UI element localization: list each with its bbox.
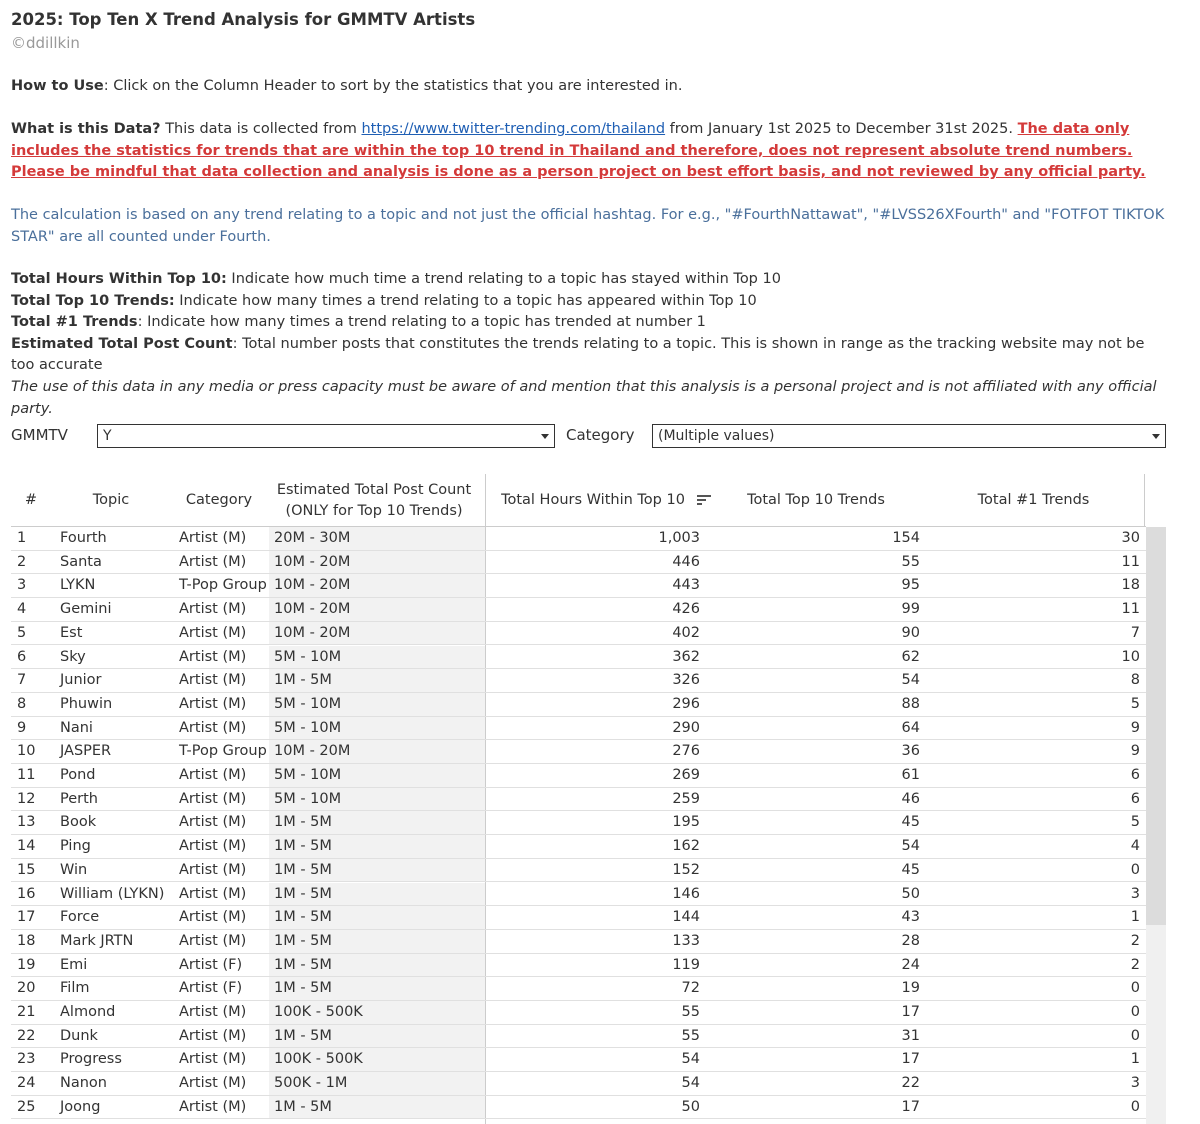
cell-rank: 15 <box>17 861 36 878</box>
cell-topic: Mark JRTN <box>60 932 134 949</box>
cell-hours: 54 <box>681 1075 700 1092</box>
column-header-topic[interactable]: Topic <box>92 492 130 508</box>
cell-trends: 46 <box>901 790 920 807</box>
cell-hours: 426 <box>672 601 700 618</box>
cell-hours: 72 <box>681 980 700 997</box>
table-row[interactable] <box>11 906 1146 930</box>
cell-rank: 13 <box>17 814 36 831</box>
cell-posts: 5M - 10M <box>269 646 485 670</box>
cell-category: Artist (M) <box>179 624 247 641</box>
cell-hours: 55 <box>681 1004 700 1020</box>
cell-category: Artist (M) <box>179 767 247 783</box>
how-to-use <box>11 76 1171 98</box>
cell-category: Artist (M) <box>179 1098 247 1115</box>
cell-trends: 17 <box>901 1004 920 1020</box>
cell-trends: 19 <box>901 980 920 997</box>
cell-posts: 5M - 10M <box>269 693 485 717</box>
column-divider-right <box>1144 474 1145 526</box>
cell-rank: 25 <box>17 1098 36 1115</box>
what-is-data-text-1: This data is collected from <box>160 121 362 137</box>
cell-category: Artist (M) <box>179 932 247 949</box>
cell-first: 5 <box>1130 814 1140 831</box>
cell-first: 0 <box>1130 980 1140 997</box>
cell-trends: 54 <box>901 672 920 689</box>
cell-trends: 54 <box>901 838 920 855</box>
disclaimer: The use of this data in any media or press capacity must be aware of and mention that this analysis is a personal project and is not affiliated with any official party. <box>11 379 1157 417</box>
cell-first: 6 <box>1130 767 1140 783</box>
cell-category: Artist (M) <box>179 672 247 689</box>
cell-posts: 1M - 5M <box>269 835 485 859</box>
cell-posts: 1M - 5M <box>269 954 485 978</box>
cell-first: 10 <box>1121 648 1140 665</box>
cell-hours: 296 <box>672 695 700 712</box>
cell-posts: 1M - 5M <box>269 883 485 907</box>
cell-topic: Film <box>60 980 90 997</box>
cell-category: Artist (M) <box>179 601 247 618</box>
cell-hours: 54 <box>681 1051 700 1068</box>
cell-posts: 1M - 5M <box>269 930 485 954</box>
column-header-hours-label: Total Hours Within Top 10 <box>501 492 685 508</box>
cell-rank: 1 <box>17 530 27 546</box>
cell-hours: 162 <box>672 838 700 855</box>
cell-rank: 16 <box>17 885 36 902</box>
table-row[interactable] <box>11 1048 1146 1072</box>
cell-first: 9 <box>1130 743 1140 760</box>
cell-category: Artist (M) <box>179 1004 247 1020</box>
definition-hours-label: Total Hours Within Top 10: <box>11 271 227 287</box>
cell-topic: Gemini <box>60 601 112 618</box>
cell-trends: 45 <box>901 861 920 878</box>
cell-rank: 7 <box>17 672 27 689</box>
cell-rank: 18 <box>17 932 36 949</box>
what-is-data-label: What is this Data? <box>11 121 161 137</box>
table-row[interactable] <box>11 551 1146 575</box>
cell-topic: Joong <box>60 1098 101 1115</box>
cell-first: 11 <box>1121 601 1140 618</box>
cell-topic: Junior <box>60 672 102 689</box>
cell-posts: 1M - 5M <box>269 1025 485 1049</box>
cell-hours: 50 <box>681 1098 700 1115</box>
table-row[interactable] <box>11 883 1146 907</box>
cell-first: 8 <box>1130 672 1140 689</box>
scrollbar-thumb[interactable] <box>1146 527 1166 925</box>
cell-rank: 22 <box>17 1027 36 1044</box>
column-header-posts-line2: (ONLY for Top 10 Trends) <box>285 503 463 519</box>
cell-first: 3 <box>1130 1075 1140 1092</box>
cell-rank: 14 <box>17 838 36 855</box>
cell-trends: 24 <box>901 956 920 973</box>
category-filter-dropdown[interactable] <box>652 424 1166 448</box>
cell-trends: 45 <box>901 814 920 831</box>
cell-posts: 1M - 5M <box>269 1096 485 1120</box>
definition-hours-text: Indicate how much time a trend relating to a topic has stayed within Top 10 <box>226 271 781 287</box>
cell-hours: 446 <box>672 553 700 570</box>
definition-posts <box>11 334 1171 377</box>
table-row[interactable] <box>11 717 1146 741</box>
cell-hours: 152 <box>672 861 700 878</box>
cell-rank: 8 <box>17 695 27 712</box>
cell-rank: 9 <box>17 719 27 736</box>
definitions <box>11 269 1171 377</box>
cell-first: 30 <box>1121 530 1140 546</box>
cell-hours: 55 <box>681 1027 700 1044</box>
cell-topic: Dunk <box>60 1027 98 1044</box>
sort-descending-icon[interactable] <box>697 494 711 506</box>
cell-topic: LYKN <box>60 577 96 594</box>
cell-posts: 1M - 5M <box>269 669 485 693</box>
column-header-rank[interactable]: # <box>24 492 38 508</box>
table-row[interactable] <box>11 977 1146 1001</box>
table-row[interactable] <box>11 788 1146 812</box>
cell-first: 9 <box>1130 719 1140 736</box>
definition-hours <box>11 269 1171 291</box>
page-title: 2025: Top Ten X Trend Analysis for GMMTV Artists <box>11 10 476 29</box>
table-row[interactable] <box>11 1096 1146 1120</box>
cell-rank: 5 <box>17 624 27 641</box>
cell-hours: 269 <box>672 767 700 783</box>
cell-category: Artist (M) <box>179 814 247 831</box>
column-header-hours[interactable] <box>486 474 726 526</box>
gmmtv-filter-label: GMMTV <box>11 426 68 444</box>
chevron-down-icon[interactable] <box>541 434 549 439</box>
table-row[interactable] <box>11 622 1146 646</box>
cell-trends: 50 <box>901 885 920 902</box>
table-row[interactable] <box>11 811 1146 835</box>
cell-topic: William (LYKN) <box>60 885 165 902</box>
cell-category: T-Pop Group <box>179 577 267 594</box>
cell-trends: 17 <box>901 1098 920 1115</box>
cell-category: Artist (M) <box>179 861 247 878</box>
cell-rank: 4 <box>17 601 27 618</box>
table-row[interactable] <box>11 930 1146 954</box>
cell-category: Artist (M) <box>179 648 247 665</box>
definition-first-label: Total #1 Trends <box>11 314 138 330</box>
cell-trends: 61 <box>901 767 920 783</box>
cell-topic: Almond <box>60 1004 116 1020</box>
cell-trends: 88 <box>901 695 920 712</box>
cell-rank: 20 <box>17 980 36 997</box>
cell-first: 0 <box>1130 861 1140 878</box>
cell-hours: 195 <box>672 814 700 831</box>
table-row[interactable] <box>11 1001 1146 1025</box>
cell-topic: Force <box>60 909 100 926</box>
table-row[interactable] <box>11 859 1146 883</box>
cell-first: 18 <box>1121 577 1140 594</box>
cell-topic: Nani <box>60 719 93 736</box>
definition-trends <box>11 291 1171 313</box>
cell-category: Artist (F) <box>179 980 243 997</box>
trend-table <box>11 474 1166 1124</box>
cell-category: Artist (F) <box>179 956 243 973</box>
cell-hours: 276 <box>672 743 700 760</box>
cell-rank: 6 <box>17 648 27 665</box>
table-row[interactable] <box>11 693 1146 717</box>
cell-rank: 12 <box>17 790 36 807</box>
cell-first: 2 <box>1130 932 1140 949</box>
cell-posts: 100K - 500K <box>269 1001 485 1025</box>
how-to-use-text: : Click on the Column Header to sort by the statistics that you are interested in. <box>103 78 683 94</box>
table-row[interactable] <box>11 740 1146 764</box>
cell-topic: Sky <box>60 648 86 665</box>
what-is-data <box>11 119 1171 184</box>
cell-category: Artist (M) <box>179 719 247 736</box>
cell-category: Artist (M) <box>179 530 247 546</box>
cell-first: 1 <box>1130 909 1140 926</box>
cell-rank: 2 <box>17 553 27 570</box>
cell-category: Artist (M) <box>179 885 247 902</box>
cell-category: Artist (M) <box>179 1051 247 1068</box>
cell-posts: 500K - 1M <box>269 1072 485 1096</box>
table-row[interactable] <box>11 669 1146 693</box>
cell-posts: 10M - 20M <box>269 598 485 622</box>
cell-topic: Santa <box>60 553 102 570</box>
chevron-down-icon[interactable] <box>1152 434 1160 439</box>
cell-trends: 31 <box>901 1027 920 1044</box>
cell-posts: 5M - 10M <box>269 717 485 741</box>
cell-topic: Est <box>60 624 83 641</box>
cell-posts: 1M - 5M <box>269 811 485 835</box>
cell-category: Artist (M) <box>179 838 247 855</box>
cell-topic: Perth <box>60 790 98 807</box>
cell-rank: 19 <box>17 956 36 973</box>
table-row[interactable] <box>11 1025 1146 1049</box>
definition-trends-text: Indicate how many times a trend relating to a topic has appeared within Top 10 <box>174 292 757 309</box>
cell-topic: Fourth <box>60 530 107 546</box>
column-header-posts-line1: Estimated Total Post Count <box>276 482 472 498</box>
cell-rank: 11 <box>17 767 36 783</box>
cell-topic: Ping <box>60 838 91 855</box>
cell-posts: 10M - 20M <box>269 740 485 764</box>
cell-first: 7 <box>1130 624 1140 641</box>
cell-first: 6 <box>1130 790 1140 807</box>
how-to-use-label: How to Use <box>11 78 104 94</box>
table-row[interactable] <box>11 954 1146 978</box>
cell-topic: Win <box>60 861 88 878</box>
cell-trends: 36 <box>901 743 920 760</box>
data-warning: The data only includes the statistics for trends that are within the top 10 trend in Thailand and therefore, does not represent absolute trend numbers. Please be mindful that data collection and analysis is done as a person project on best effort basis, and not reviewed by any official party. <box>11 121 1146 180</box>
cell-posts: 5M - 10M <box>269 788 485 812</box>
table-row[interactable] <box>11 598 1146 622</box>
gmmtv-filter-dropdown[interactable] <box>97 424 555 448</box>
category-filter-value: (Multiple values) <box>658 428 775 444</box>
cell-posts: 10M - 20M <box>269 622 485 646</box>
cell-topic: Progress <box>60 1051 122 1068</box>
cell-topic: Emi <box>60 956 88 973</box>
cell-first: 0 <box>1130 1004 1140 1020</box>
cell-category: Artist (M) <box>179 909 247 926</box>
cell-first: 1 <box>1130 1051 1140 1068</box>
cell-rank: 23 <box>17 1051 36 1068</box>
cell-rank: 10 <box>17 743 36 760</box>
cell-topic: Phuwin <box>60 695 113 712</box>
source-link[interactable]: https://www.twitter-trending.com/thailand <box>361 121 666 137</box>
table-row[interactable] <box>11 646 1146 670</box>
author-credit: ©ddillkin <box>11 34 80 52</box>
definition-trends-label: Total Top 10 Trends: <box>11 292 175 309</box>
cell-posts: 20M - 30M <box>269 527 485 551</box>
cell-first: 0 <box>1130 1098 1140 1115</box>
table-row[interactable] <box>11 764 1146 788</box>
row-divider <box>11 1118 1146 1119</box>
what-is-data-text-2: from January 1st 2025 to December 31st 2025. <box>665 121 1018 137</box>
cell-hours: 119 <box>672 956 700 973</box>
cell-first: 0 <box>1130 1027 1140 1044</box>
cell-trends: 17 <box>901 1051 920 1068</box>
cell-category: Artist (M) <box>179 553 247 570</box>
cell-rank: 3 <box>17 577 27 594</box>
cell-hours: 402 <box>672 624 700 641</box>
cell-category: T-Pop Group <box>179 743 267 760</box>
cell-hours: 326 <box>672 672 700 689</box>
cell-first: 2 <box>1130 956 1140 973</box>
cell-hours: 290 <box>672 719 700 736</box>
definition-first-text: : Indicate how many times a trend relating to a topic has trended at number 1 <box>137 314 706 330</box>
definition-posts-label: Estimated Total Post Count <box>11 335 233 352</box>
cell-hours: 259 <box>672 790 700 807</box>
calculation-note: The calculation is based on any trend relating to a topic and not just the official hashtag. For e.g., "#FourthNattawat", "#LVSS26XFourth" and "FOTFOT TIKTOK STAR" are all counted under Fourth. <box>11 207 1165 245</box>
column-header-category[interactable]: Category <box>185 492 253 508</box>
column-header-trends[interactable]: Total Top 10 Trends <box>747 492 885 508</box>
cell-posts: 1M - 5M <box>269 906 485 930</box>
definition-first <box>11 312 1171 334</box>
cell-hours: 144 <box>672 909 700 926</box>
cell-trends: 95 <box>901 577 920 594</box>
cell-first: 3 <box>1130 885 1140 902</box>
definition-posts-text: : Total number posts that constitutes the trends relating to a topic. This is shown in range as the tracking website may not be too accurate <box>11 335 1145 373</box>
cell-hours: 133 <box>672 932 700 949</box>
cell-first: 11 <box>1121 553 1140 570</box>
cell-hours: 362 <box>672 648 700 665</box>
cell-trends: 28 <box>901 932 920 949</box>
column-header-posts[interactable] <box>269 474 479 526</box>
cell-rank: 21 <box>17 1004 36 1020</box>
cell-trends: 43 <box>901 909 920 926</box>
cell-posts: 1M - 5M <box>269 977 485 1001</box>
table-row[interactable] <box>11 835 1146 859</box>
cell-trends: 99 <box>901 601 920 618</box>
cell-trends: 154 <box>892 530 920 546</box>
cell-hours: 1,003 <box>658 530 700 546</box>
cell-category: Artist (M) <box>179 695 247 712</box>
cell-trends: 22 <box>901 1075 920 1092</box>
gmmtv-filter-value: Y <box>103 428 112 444</box>
cell-topic: Pond <box>60 767 96 783</box>
cell-topic: Book <box>60 814 97 831</box>
table-row[interactable] <box>11 574 1146 598</box>
category-filter-label: Category <box>566 426 635 444</box>
cell-posts: 10M - 20M <box>269 574 485 598</box>
cell-trends: 64 <box>901 719 920 736</box>
cell-category: Artist (M) <box>179 790 247 807</box>
cell-hours: 146 <box>672 885 700 902</box>
cell-first: 4 <box>1130 838 1140 855</box>
cell-category: Artist (M) <box>179 1075 247 1092</box>
cell-topic: JASPER <box>60 743 112 760</box>
cell-first: 5 <box>1130 695 1140 712</box>
cell-hours: 443 <box>672 577 700 594</box>
cell-category: Artist (M) <box>179 1027 247 1044</box>
table-row[interactable] <box>11 527 1146 551</box>
cell-trends: 90 <box>901 624 920 641</box>
table-row[interactable] <box>11 1072 1146 1096</box>
cell-posts: 10M - 20M <box>269 551 485 575</box>
cell-posts: 5M - 10M <box>269 764 485 788</box>
cell-posts: 1M - 5M <box>269 859 485 883</box>
cell-trends: 62 <box>901 648 920 665</box>
cell-posts: 100K - 500K <box>269 1048 485 1072</box>
column-header-first[interactable]: Total #1 Trends <box>977 492 1090 508</box>
cell-rank: 24 <box>17 1075 36 1092</box>
cell-rank: 17 <box>17 909 36 926</box>
cell-topic: Nanon <box>60 1075 107 1092</box>
cell-trends: 55 <box>901 553 920 570</box>
